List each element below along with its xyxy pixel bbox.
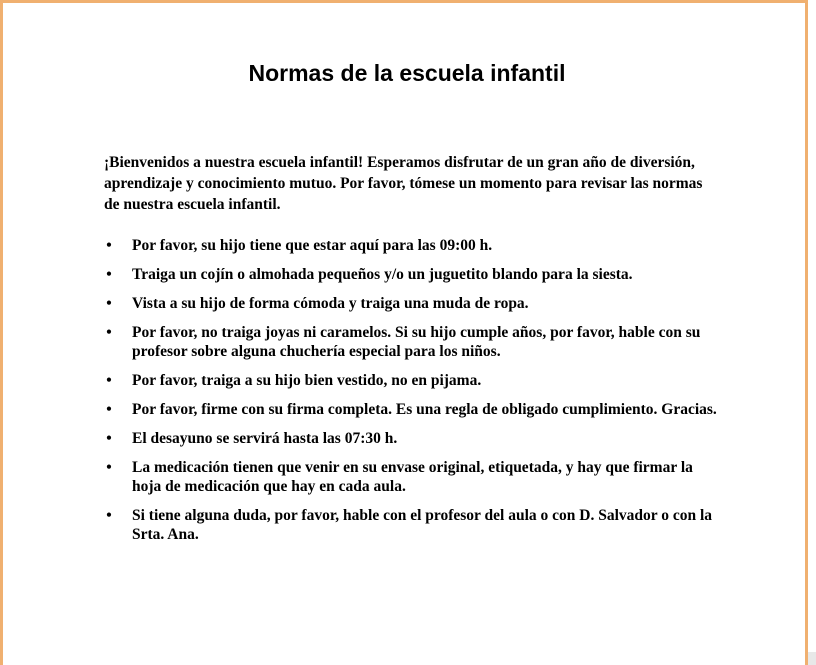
- bullet-icon: •: [106, 295, 112, 312]
- rules-list: [104, 236, 724, 554]
- rule-text: Traiga un cojín o almohada pequeños y/o un juguetito blando para la siesta.: [132, 266, 633, 283]
- scrollbar-corner: [808, 652, 816, 665]
- list-item: [104, 371, 724, 390]
- list-item: [104, 506, 724, 544]
- list-item: [104, 429, 724, 448]
- rule-text: Por favor, no traiga joyas ni caramelos. Si su hijo cumple años, por favor, hable con su profesor sobre alguna chuchería especial para los niños.: [132, 324, 701, 360]
- rule-text: El desayuno se servirá hasta las 07:30 h.: [132, 430, 398, 447]
- intro-paragraph: ¡Bienvenidos a nuestra escuela infantil! Esperamos disfrutar de un gran año de diversión, aprendizaje y conocimiento mutuo. Por favor, tómese un momento para revisar las normas de nuestra escuela infantil.: [104, 154, 703, 213]
- list-item: [104, 236, 724, 255]
- bullet-icon: •: [106, 401, 112, 418]
- list-item: [104, 265, 724, 284]
- list-item: [104, 458, 724, 496]
- bullet-icon: •: [106, 237, 112, 254]
- bullet-icon: •: [106, 266, 112, 283]
- list-item: [104, 400, 724, 419]
- bullet-icon: •: [106, 430, 112, 447]
- rule-text: Por favor, traiga a su hijo bien vestido, no en pijama.: [132, 372, 482, 389]
- bullet-icon: •: [106, 507, 112, 524]
- rule-text: Por favor, firme con su firma completa. Es una regla de obligado cumplimiento. Gracias.: [132, 401, 717, 418]
- document-title: Normas de la escuela infantil: [248, 60, 566, 86]
- rule-text: Por favor, su hijo tiene que estar aquí para las 09:00 h.: [132, 237, 493, 254]
- list-item: [104, 294, 724, 313]
- rule-text: La medicación tienen que venir en su envase original, etiquetada, y hay que firmar la hoja de medicación que hay en cada aula.: [132, 459, 693, 495]
- rule-text: Si tiene alguna duda, por favor, hable con el profesor del aula o con D. Salvador o con la Srta. Ana.: [132, 507, 713, 543]
- bullet-icon: •: [106, 459, 112, 476]
- list-item: [104, 323, 724, 361]
- bullet-icon: •: [106, 372, 112, 389]
- bullet-icon: •: [106, 324, 112, 341]
- rule-text: Vista a su hijo de forma cómoda y traiga una muda de ropa.: [132, 295, 529, 312]
